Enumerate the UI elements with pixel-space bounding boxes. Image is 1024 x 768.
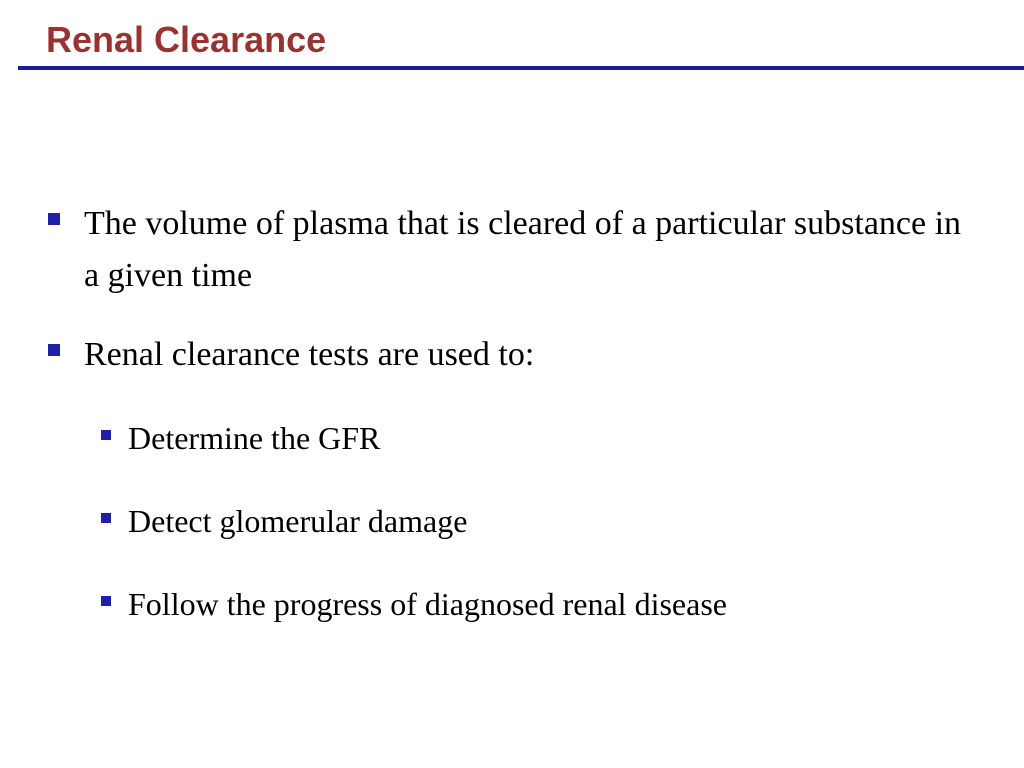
bullet-text: Renal clearance tests are used to:: [84, 336, 535, 373]
title-divider: [18, 66, 1024, 70]
square-bullet-icon: [101, 596, 111, 606]
slide-body: [0, 198, 1024, 626]
square-bullet-icon: [101, 430, 111, 440]
square-bullet-icon: [101, 513, 111, 523]
square-bullet-icon: [48, 344, 60, 356]
square-bullet-icon: [48, 213, 60, 225]
bullet-plasma-volume: [84, 198, 984, 302]
bullet-text: The volume of plasma that is cleared of a particular substance in a given time: [84, 205, 962, 294]
slide-title: Renal Clearance: [46, 19, 327, 60]
subbullet-text: Detect glomerular damage: [128, 503, 468, 539]
subbullet-follow-progress: [128, 582, 984, 626]
bullet-clearance-tests: [84, 329, 984, 381]
subbullet-determine-gfr: [128, 416, 984, 460]
subbullet-text: Determine the GFR: [128, 420, 381, 456]
subbullet-detect-damage: [128, 499, 984, 543]
subbullet-text: Follow the progress of diagnosed renal disease: [128, 586, 727, 622]
